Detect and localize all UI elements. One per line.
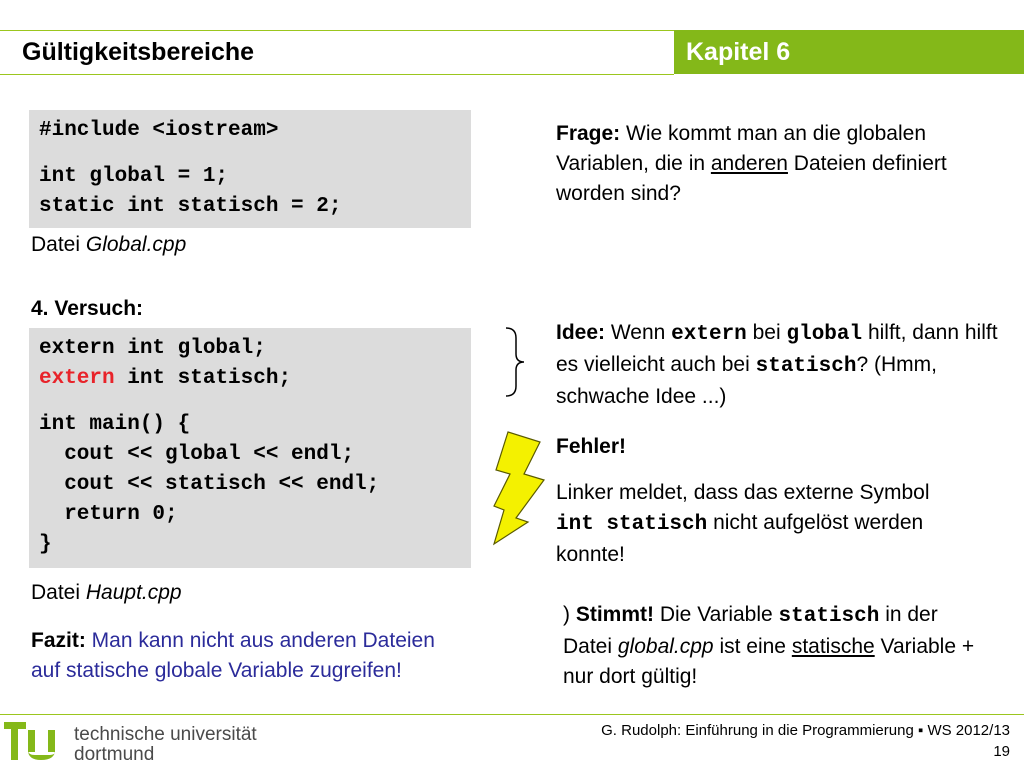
extern-keyword: extern bbox=[39, 367, 115, 390]
tu-logo-icon bbox=[4, 722, 68, 762]
fehler-heading: Fehler! bbox=[556, 435, 627, 458]
fazit-text: Fazit: Man kann nicht aus anderen Dateien auf statische globale Variable zugreifen! bbox=[31, 629, 435, 682]
code-line: cout << global << endl; bbox=[39, 443, 355, 466]
fehler-text: Linker meldet, dass das externe Symbol int statisch nicht aufgelöst werden konnte! bbox=[556, 481, 930, 566]
code-line: return 0; bbox=[39, 503, 178, 526]
page-number: 19 bbox=[993, 743, 1010, 760]
haupt-cpp-caption: Datei Haupt.cpp bbox=[31, 581, 182, 604]
university-name: technische universität dortmund bbox=[74, 724, 257, 765]
versuch-heading: 4. Versuch: bbox=[31, 297, 144, 320]
idee-text: Idee: Wenn extern bei global hilft, dann hilft es vielleicht auch bei statisch? (Hmm, schwache Idee ...) bbox=[556, 321, 998, 408]
chapter-badge: Kapitel 6 bbox=[674, 30, 1024, 74]
curly-brace-icon bbox=[502, 326, 528, 398]
lightning-bolt-icon bbox=[488, 430, 550, 546]
code-line: extern int statisch; bbox=[39, 367, 292, 390]
page-title: Gültigkeitsbereiche bbox=[22, 38, 255, 66]
haupt-cpp-code bbox=[29, 328, 471, 568]
frage-text: Frage: Wie kommt man an die globalen Variablen, die in anderen Dateien definiert worden sind? bbox=[556, 122, 947, 205]
footer-text: G. Rudolph: Einführung in die Programmierung ▪ WS 2012/13 19 bbox=[601, 722, 1010, 760]
code-line: #include <iostream> bbox=[39, 119, 279, 142]
stimmt-text: ) Stimmt! Die Variable statisch in der Datei global.cpp ist eine statische Variable + nur dort gültig! bbox=[563, 603, 975, 688]
header-bottom-line bbox=[0, 74, 674, 75]
code-line: static int statisch = 2; bbox=[39, 195, 342, 218]
code-line: } bbox=[39, 533, 52, 556]
global-cpp-caption: Datei Global.cpp bbox=[31, 233, 187, 256]
footer-line bbox=[0, 714, 1024, 715]
code-line: cout << statisch << endl; bbox=[39, 473, 380, 496]
code-line: int global = 1; bbox=[39, 165, 229, 188]
code-line: extern int global; bbox=[39, 337, 266, 360]
code-line: int main() { bbox=[39, 413, 191, 436]
global-cpp-code bbox=[29, 110, 471, 228]
